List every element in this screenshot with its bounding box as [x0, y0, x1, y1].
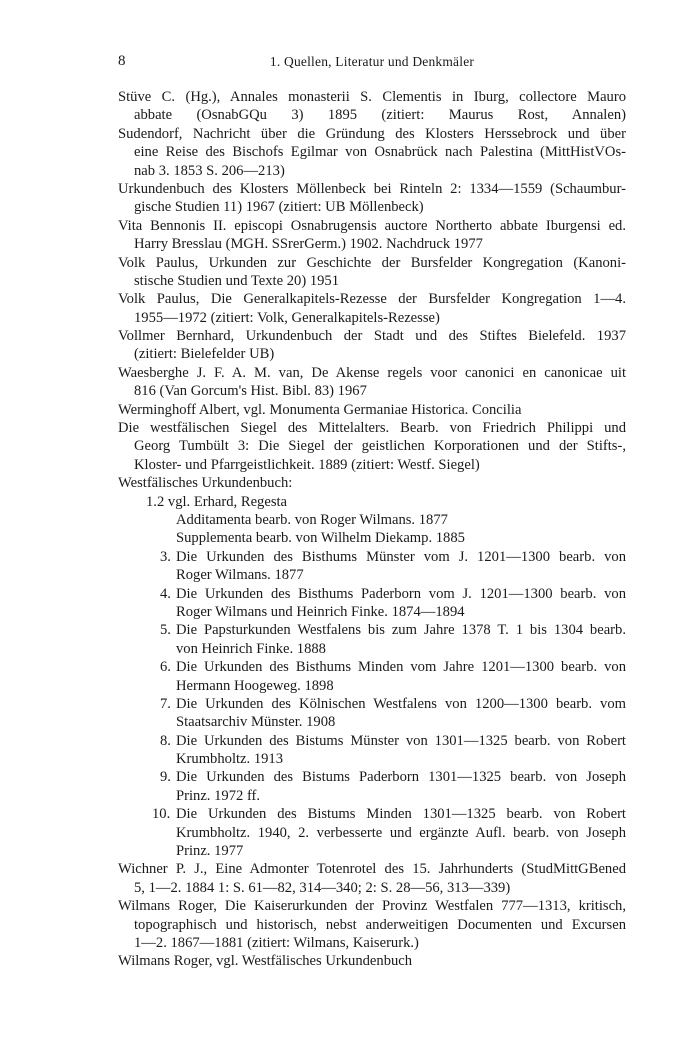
volume-text: von Heinrich Finke. 1888 [176, 640, 326, 657]
page-number: 8 [118, 53, 126, 69]
bibliography-line: Urkundenbuch des Klosters Möllenbeck bei Rinteln 2: 1334—1559 (Schaumbur- [118, 180, 626, 197]
volume-number [118, 787, 176, 805]
volume-text: Die Urkunden des Bistums Münster von 1301—1325 bearb. von Robert [176, 732, 626, 749]
volume-number: 10. [152, 806, 171, 823]
bibliography-line: Vollmer Bernhard, Urkundenbuch der Stadt und des Stiftes Bielefeld. 1937 [118, 328, 626, 345]
volume-entry-line [118, 566, 626, 584]
volume-entry-line [118, 768, 626, 786]
volume-entry-line [118, 548, 626, 566]
volume-text: Die Urkunden des Bistums Minden 1301—1325 bearb. von Robert [176, 806, 626, 823]
volume-entry-line [118, 621, 626, 639]
volume-number [118, 640, 176, 658]
bibliography-line: Wilmans Roger, vgl. Westfälisches Urkundenbuch [118, 953, 413, 970]
volume-number [118, 842, 176, 860]
bibliography-line: Wichner P. J., Eine Admonter Totenrotel des 15. Jahrhunderts (StudMittGBened [118, 861, 626, 878]
volume-text: Staatsarchiv Münster. 1908 [176, 714, 336, 731]
bibliography-line: Vita Bennonis II. episcopi Osnabrugensis auctore Northerto abbate Iburgensi ed. [118, 217, 626, 234]
volume-entry-line [118, 677, 626, 695]
volume-entry-line [118, 842, 626, 860]
bibliography-line: 1.2 vgl. Erhard, Regesta [146, 493, 288, 510]
bibliography-line: Waesberghe J. F. A. M. van, De Akense regels voor canonici en canonicae uit [118, 364, 626, 381]
volume-text: Die Papsturkunden Westfalens bis zum Jahre 1378 T. 1 bis 1304 bearb. [176, 622, 626, 639]
volume-entry-line [118, 732, 626, 750]
volume-text: Die Urkunden des Bisthums Minden vom Jahre 1201—1300 bearb. von [176, 659, 626, 676]
bibliography-line: stische Studien und Texte 20) 1951 [134, 272, 340, 289]
bibliography-line: Westfälisches Urkundenbuch: [118, 475, 293, 492]
bibliography-line: 1—2. 1867—1881 (zitiert: Wilmans, Kaiserurk.) [134, 934, 419, 951]
volume-text: Prinz. 1977 [176, 843, 244, 860]
bibliography-line: topographisch und historisch, nebst anderweitigen Documenten und Excursen [134, 916, 626, 933]
bibliography-line: Sudendorf, Nachricht über die Gründung des Klosters Herssebrock und über [118, 125, 626, 142]
volume-number [118, 750, 176, 768]
bibliography-line: abbate (OsnabGQu 3) 1895 (zitiert: Maurus Rost, Annalen) [134, 107, 626, 124]
volume-number: 8. [160, 732, 171, 749]
volume-text: Die Urkunden des Bisthums Paderborn vom J. 1201—1300 bearb. von [176, 585, 626, 602]
bibliography-line: Supplementa bearb. von Wilhelm Diekamp. 1885 [176, 530, 465, 547]
bibliography-line: 1955—1972 (zitiert: Volk, Generalkapitels-Rezesse) [134, 309, 440, 326]
volume-number [118, 713, 176, 731]
volume-text: Roger Wilmans. 1877 [176, 567, 304, 584]
volume-number: 4. [160, 585, 171, 602]
bibliography-line: Kloster- und Pfarrgeistlichkeit. 1889 (zitiert: Westf. Siegel) [134, 456, 480, 473]
running-title: 1. Quellen, Literatur und Denkmäler [269, 54, 475, 69]
bibliography-line: Additamenta bearb. von Roger Wilmans. 1877 [176, 511, 448, 528]
bibliography-list [118, 88, 626, 971]
volume-number: 3. [160, 548, 171, 565]
volume-number [118, 677, 176, 695]
volume-number: 5. [160, 622, 171, 639]
volume-entry-line [118, 805, 626, 823]
bibliography-line: gische Studien 11) 1967 (zitiert: UB Möllenbeck) [134, 199, 424, 216]
volume-number [118, 824, 176, 842]
bibliography-line: Harry Bresslau (MGH. SSrerGerm.) 1902. Nachdruck 1977 [134, 236, 483, 253]
bibliography-line: 816 (Van Gorcum's Hist. Bibl. 83) 1967 [134, 383, 367, 400]
page-header [118, 53, 626, 73]
bibliography-line: Wilmans Roger, Die Kaiserurkunden der Provinz Westfalen 777—1313, kritisch, [118, 898, 626, 915]
volume-text: Prinz. 1972 ff. [176, 787, 261, 804]
bibliography-line: Volk Paulus, Die Generalkapitels-Rezesse der Bursfelder Kongregation 1—4. [118, 291, 626, 308]
volume-number: 7. [160, 695, 171, 712]
volume-text: Die Urkunden des Bisthums Münster vom J. 1201—1300 bearb. von [176, 548, 626, 565]
bibliography-line: Georg Tumbült 3: Die Siegel der geistlichen Korporationen und der Stifts-, [134, 438, 626, 455]
volume-number [118, 566, 176, 584]
volume-text: Die Urkunden des Kölnischen Westfalens von 1200—1300 bearb. vom [176, 695, 626, 712]
bibliography-line: Werminghoff Albert, vgl. Monumenta Germaniae Historica. Concilia [118, 401, 522, 418]
volume-entry-line [118, 824, 626, 842]
bibliography-line: eine Reise des Bischofs Egilmar von Osnabrück nach Palestina (MittHistVOs- [134, 144, 626, 161]
volume-text: Hermann Hoogeweg. 1898 [176, 677, 334, 694]
volume-number: 6. [160, 659, 171, 676]
volume-number [118, 603, 176, 621]
bibliography-line: nab 3. 1853 S. 206—213) [134, 162, 285, 179]
volume-text: Krumbholtz. 1940, 2. verbesserte und ergänzte Aufl. bearb. von Joseph [176, 824, 626, 841]
bibliography-entries-bottom [118, 860, 626, 970]
volume-entry-line [118, 640, 626, 658]
volume-entry-line [118, 787, 626, 805]
bibliography-line: Stüve C. (Hg.), Annales monasterii S. Clementis in Iburg, collectore Mauro [118, 89, 626, 105]
volume-text: Die Urkunden des Bistums Paderborn 1301—1325 bearb. von Joseph [176, 769, 626, 786]
volume-text: Roger Wilmans und Heinrich Finke. 1874—1894 [176, 603, 465, 620]
volume-text: Krumbholtz. 1913 [176, 751, 284, 768]
volume-entry-line [118, 658, 626, 676]
bibliography-entries-top [118, 88, 626, 548]
volume-entry-line [118, 603, 626, 621]
volume-entry-line [118, 750, 626, 768]
volume-entry-line [118, 713, 626, 731]
volume-entry-line [118, 585, 626, 603]
bibliography-line: 5, 1—2. 1884 1: S. 61—82, 314—340; 2: S. 28—56, 313—339) [134, 879, 511, 896]
bibliography-line: (zitiert: Bielefelder UB) [134, 346, 275, 363]
volume-entry-line [118, 695, 626, 713]
bibliography-line: Die westfälischen Siegel des Mittelalters. Bearb. von Friedrich Philippi und [118, 420, 626, 437]
volume-number: 9. [160, 769, 171, 786]
westfaelisches-urkundenbuch-volumes [118, 548, 626, 861]
bibliography-line: Volk Paulus, Urkunden zur Geschichte der Bursfelder Kongregation (Kanoni- [118, 254, 626, 271]
